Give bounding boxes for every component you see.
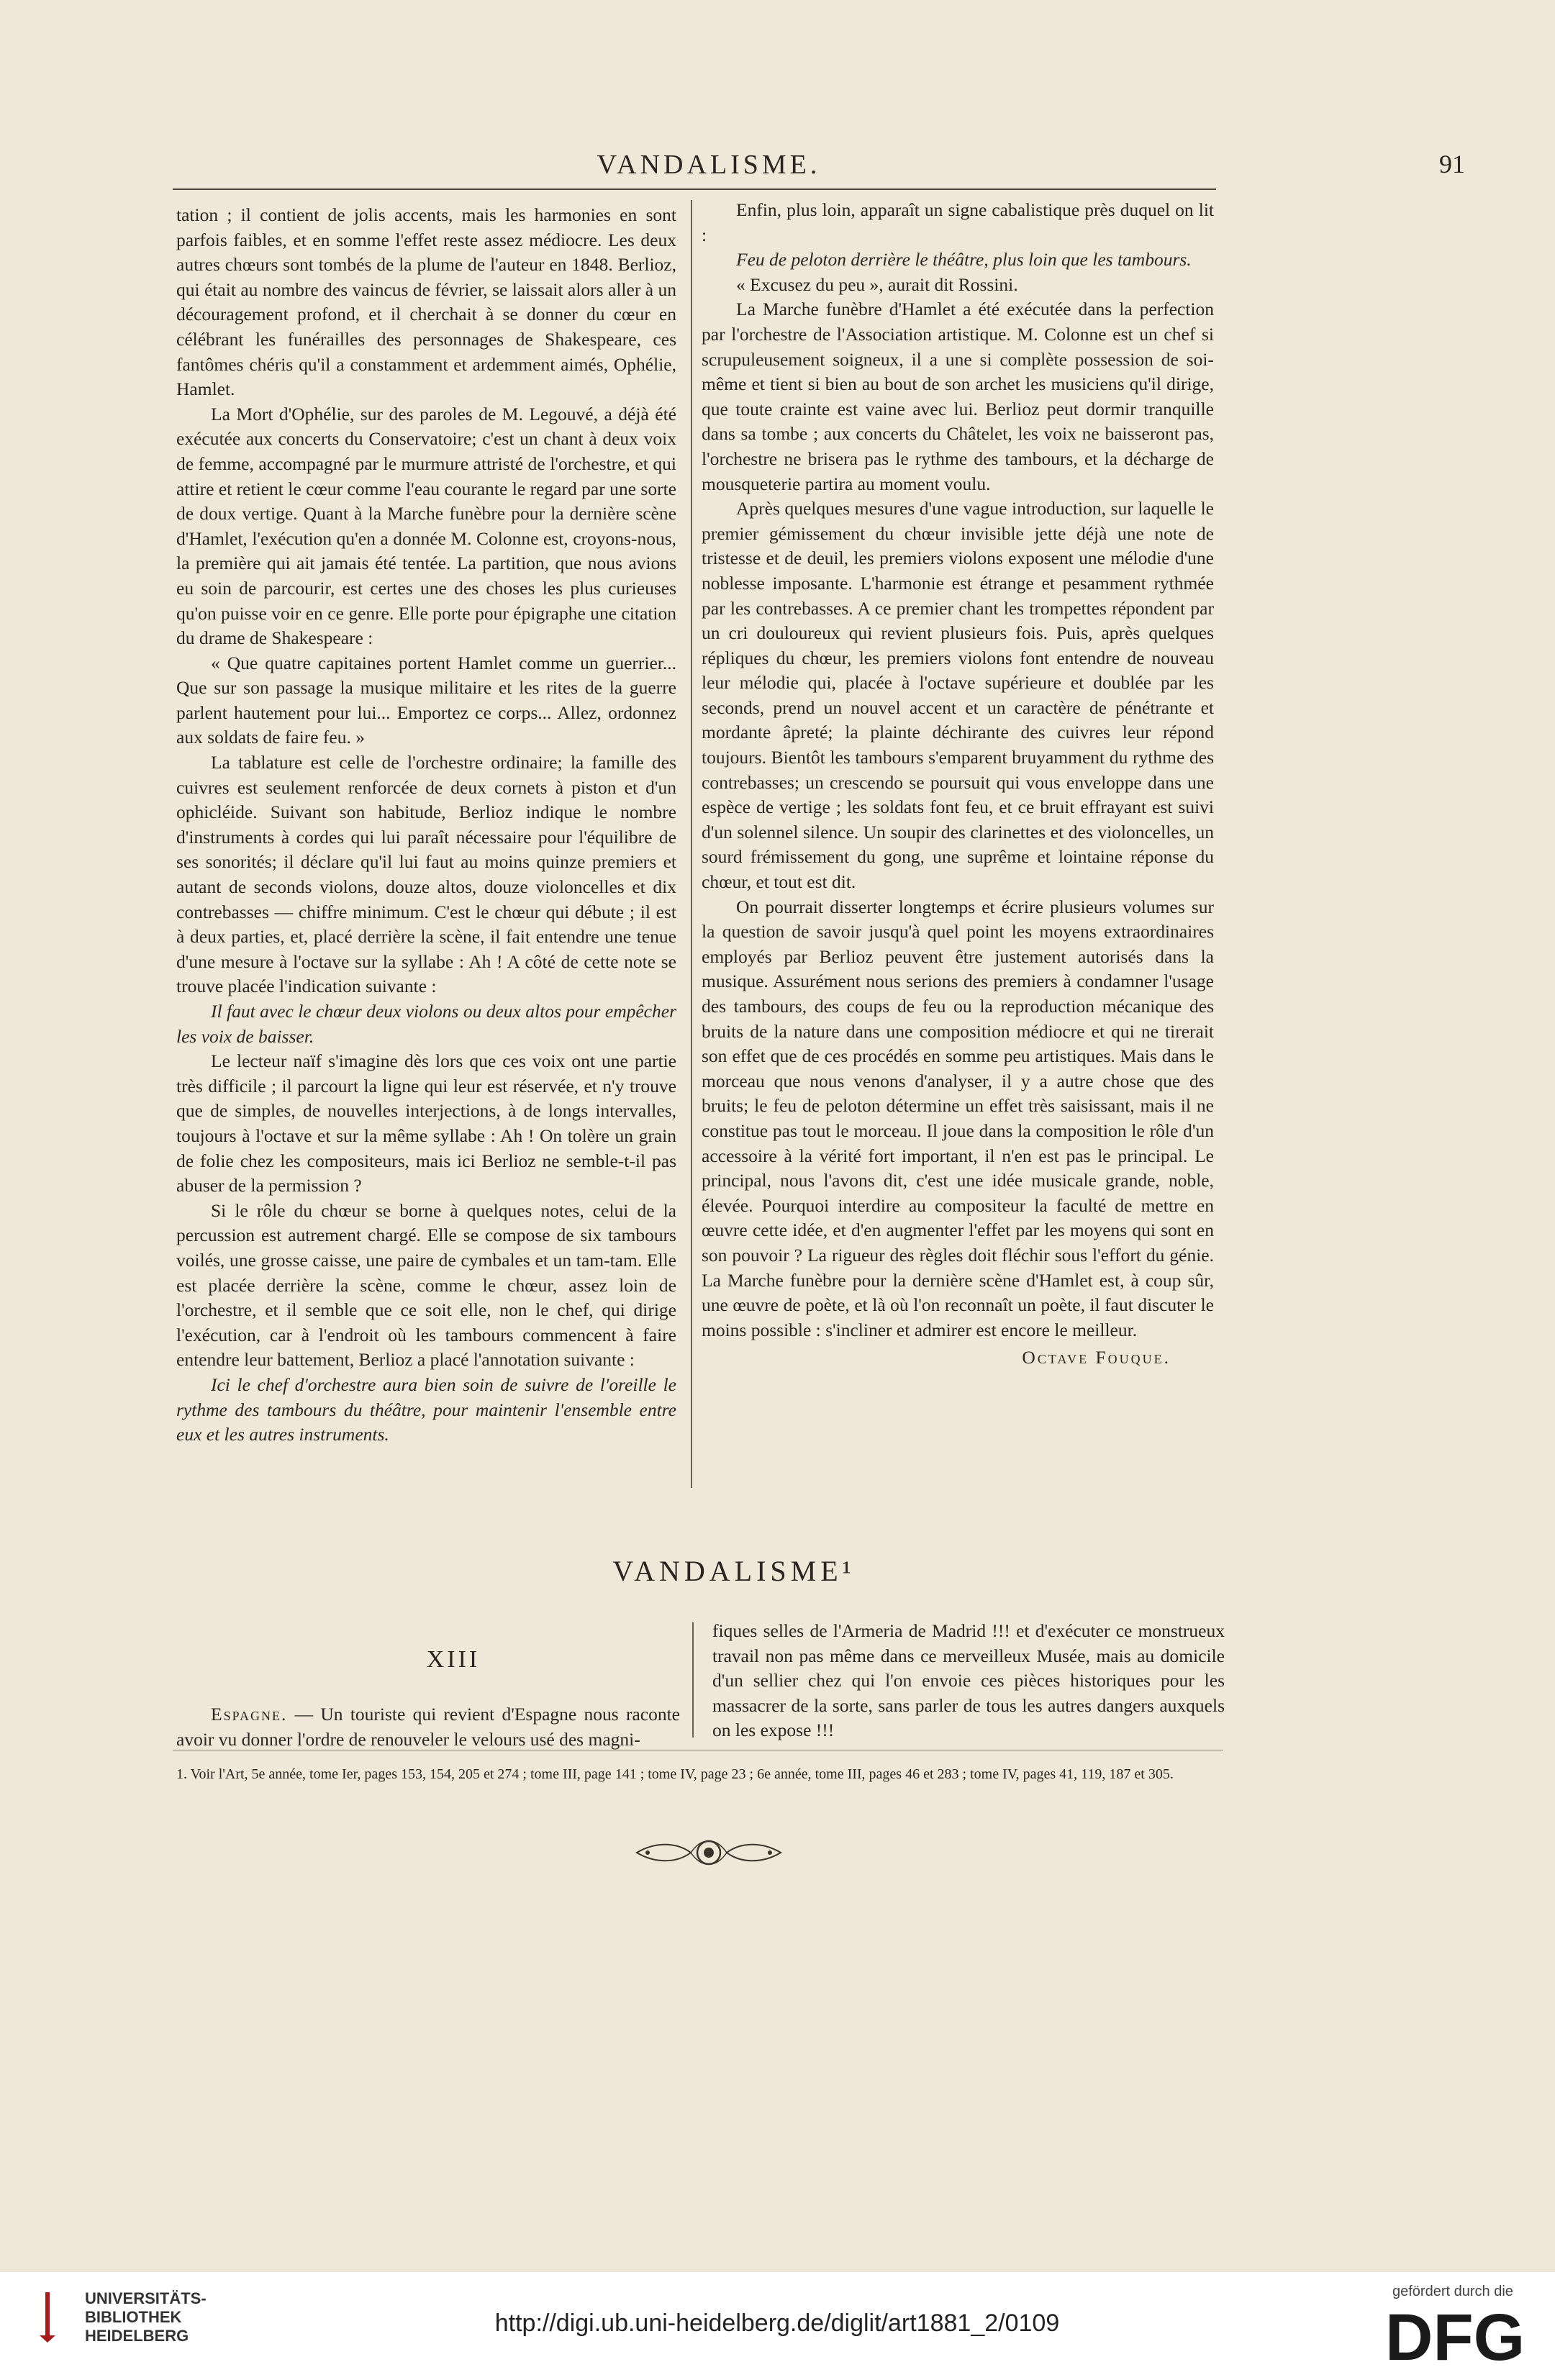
permalink-url[interactable]: http://digi.ub.uni-heidelberg.de/diglit/art1881_2/0109 [494,2309,1060,2337]
paragraph: « Excusez du peu », aurait dit Rossini. [736,273,1018,295]
paragraph: Si le rôle du chœur se borne à quelques notes, celui de la percussion est autrement chargé. Elle se compose de six tambours voilés, une grosse caisse, une paire de cymbales et un tam-tam. Elle est placée derrière la scène, comme le chœur, assez loin de l'orchestre, et il semble que ce soit elle, non le chef, qui dirige l'exécution, car à l'endroit où les tambours commencent à faire entendre leur battement, Berlioz a placé l'annotation suivante : [176,1199,676,1371]
section-left-column [176,1702,680,1752]
paragraph: Le lecteur naïf s'imagine dès lors que ces voix ont une partie très difficile ; il parcourt la ligne qui leur est réservée, et n'y trouve que de simples, de nouvelles interjections, à de longs intervalles, toujours à l'octave et sur la même syllabe : Ah ! On tolère un grain de folie chez les compositeurs, mais ici Berlioz ne semble-t-il pas abuser de la permission ? [176,1050,676,1196]
paragraph: fiques selles de l'Armeria de Madrid !!! et d'exécuter ce monstrueux travail non pas même dans ce merveilleux Musée, mais au domicile d'un sellier chez qui l'on envoie ces pièces historiques pour les massacrer de la sorte, sans parler de tous les autres dangers auxquels on les expose !!! [712,1620,1225,1741]
paragraph: La Mort d'Ophélie, sur des paroles de M. Legouvé, a déjà été exécutée aux concerts du Conservatoire; c'est un chant à deux voix de femme, accompagné par le murmure attristé de l'orchestre, et qui attire et retient le cœur comme l'eau courante le regard par une sorte de doux vertige. Quant à la Marche funèbre pour la dernière scène d'Hamlet, l'exécution qu'en a donnée M. Colonne est, croyons-nous, la première qui ait jamais été tentée. La partition, que nous avions eu soin de parcourir, est certes une des choses les plus curieuses qu'on puisse voir en ce genre. Elle porte pour épigraphe une citation du drame de Shakespeare : [176,403,676,649]
paragraph: tation ; il contient de jolis accents, mais les harmonies en sont parfois faibles, et en somme l'effet reste assez médiocre. Les deux autres chœurs sont tombés de la plume de l'auteur en 1848. Berlioz, qui était au nombre des vaincus de février, se laissait alors aller à un découragement profond, et il cherchait à se donner du cœur en célébrant les funérailles des personnages de Shakespeare, ces fantômes chéris qu'il a constamment et ardemment aimés, Ophélie, Hamlet. [176,204,676,400]
dfg-logo-icon [1385,2302,1529,2367]
footnote: 1. Voir l'Art, 5e année, tome Ier, pages 153, 154, 205 et 274 ; tome III, page 141 ; tome IV, page 23 ; 6e année, tome III, pages 46 et 283 ; tome IV, pages 41, 119, 187 et 305. [176,1766,1174,1782]
country-label: Espagne. [211,1704,288,1725]
paragraph: La Marche funèbre d'Hamlet a été exécutée dans la perfection par l'orchestre de l'Association artistique. M. Colonne est un chef si scrupuleusement soigneux, il a une si complète possession de soi-même et tient si bien au bout de son archet les musiciens qu'il dirige, que toute crainte est vaine avec lui. Berlioz peut dormir tranquille dans sa tombe ; aux concerts du Châtelet, les voix ne baisseront pas, l'orchestre ne brisera pas le rythme des tambours, et la décharge de mousqueterie partira au moment voulu. [702,299,1214,494]
section-column-divider [692,1622,694,1738]
italic-quote: Ici le chef d'orchestre aura bien soin de suivre de l'oreille le rythme des tambours du théâtre, pour maintenir l'ensemble entre eux et les autres instruments. [176,1373,676,1445]
italic-quote: Feu de peloton derrière le théâtre, plus loin que les tambours. [736,249,1192,271]
paragraph: La tablature est celle de l'orchestre ordinaire; la famille des cuivres est seulement renforcée de deux cornets à piston et d'un ophicléide. Suivant son habitude, Berlioz indique le nombre d'instruments à cordes qui lui paraît nécessaire pour l'équilibre de ses sonorités; il déclare qu'il lui faut au moins quinze premiers et autant de seconds violons, douze altos, douze violoncelles et dix contrebasses — chiffre minimum. C'est le chœur qui débute ; il est à deux parties, et, placé derrière la scène, il fait entendre une tenue d'une mesure à l'octave sur la syllabe : Ah ! A côté de cette note se trouve placée l'indication suivante : [176,752,676,997]
paragraph-text: — Un touriste qui revient d'Espagne nous raconte avoir vu donner l'ordre de renouveler le velours usé des magni- [176,1704,680,1750]
ub-heidelberg-logo-icon [40,2292,55,2343]
library-name-line: UNIVERSITÄTS- [85,2289,207,2307]
library-name-line: BIBLIOTHEK [85,2308,182,2326]
left-column [176,203,676,1448]
italic-quote: Il faut avec le chœur deux violons ou deux altos pour empêcher les voix de baisser. [176,1001,676,1047]
dfg-logo-text: DFG [1385,2302,1525,2367]
paragraph [176,1702,680,1752]
sponsor-text: gefördert durch die [1392,2284,1513,2299]
library-name-line: HEIDELBERG [85,2327,189,2345]
paragraph: Enfin, plus loin, apparaît un signe cabalistique près duquel on lit : [702,199,1214,245]
paragraph: Après quelques mesures d'une vague introduction, sur laquelle le premier gémissement du chœur invisible jette déjà une note de tristesse et de deuil, les premiers violons exposent une mélodie d'une noblesse imposante. L'harmonie est étrange et pesamment rythmée par les contrebasses. A ce premier chant les trompettes répondent par un cri douloureux qui revient plusieurs fois. Puis, après quelques répliques du chœur, les premiers violons font entendre de nouveau leur mélodie qui, placée à l'octave supérieure et doublée par les seconds, prend un nouvel accent et un caractère de pénétrante et mordante âpreté; la plainte déchirante des cuivres leur répond toujours. Bientôt les tambours s'emparent bruyamment du rythme des contrebasses; un crescendo se poursuit qui vous enveloppe dans une espèce de vertige ; les soldats font feu, et ce bruit effrayant est suivi d'un solennel silence. Un soupir des clarinettes et des violoncelles, un sourd frémissement du gong, une suprême et lointaine réponse du chœur, et tout est dit. [702,498,1214,893]
paragraph: On pourrait disserter longtemps et écrire plusieurs volumes sur la question de savoir jusqu'à quel point les moyens extraordinaires employés par Berlioz peuvent être justement autorisés dans la musique. Assurément nous serions des premiers à condamner l'usage des tambours, des coups de feu ou la reproduction mécanique des bruits de la nature dans une composition médiocre et qui ne tirerait son effet que de ces procédés en somme peu artistiques. Mais dans le morceau que nous venons d'analyser, il y a autre chose que des bruits; le feu de peloton détermine un effet très saisissant, mais il ne constitue pas tout le morceau. Il joue dans la composition le rôle d'un accessoire à la vérité fort important, il n'en est pas le principal. Le principal, nous l'avons dit, c'est une idée musicale grande, noble, élevée. Pourquoi interdire au compositeur la faculté de mettre en œuvre cette idée, et d'en augmenter l'effet par les moyens qui sont en son pouvoir ? La rigueur des règles doit fléchir sous l'effort du génie. La Marche funèbre pour la dernière scène d'Hamlet est, à coup sûr, une œuvre de poète, et là où l'on reconnaît un poète, il faut discuter le moins possible : s'incliner et admirer est encore le meilleur. [702,896,1214,1340]
paragraph: « Que quatre capitaines portent Hamlet comme un guerrier... Que sur son passage la musique militaire et les rites de la guerre parlent hautement pour lui... Emportez ce corps... Allez, ordonnez aux soldats de faire feu. » [176,652,676,748]
section-title: VANDALISME¹ [612,1555,856,1587]
section-number: XIII [426,1646,481,1673]
running-title: VANDALISME. [597,150,821,180]
floral-ornament-icon [633,1835,784,1871]
footer-bar [0,2272,1555,2380]
header-rule [173,189,1216,190]
column-divider [691,200,692,1488]
library-name [85,2289,207,2345]
page-number: 91 [1439,150,1465,178]
right-column [702,198,1214,1371]
author-signature: Octave Fouque. [1022,1347,1171,1368]
section-right-column [712,1619,1225,1743]
